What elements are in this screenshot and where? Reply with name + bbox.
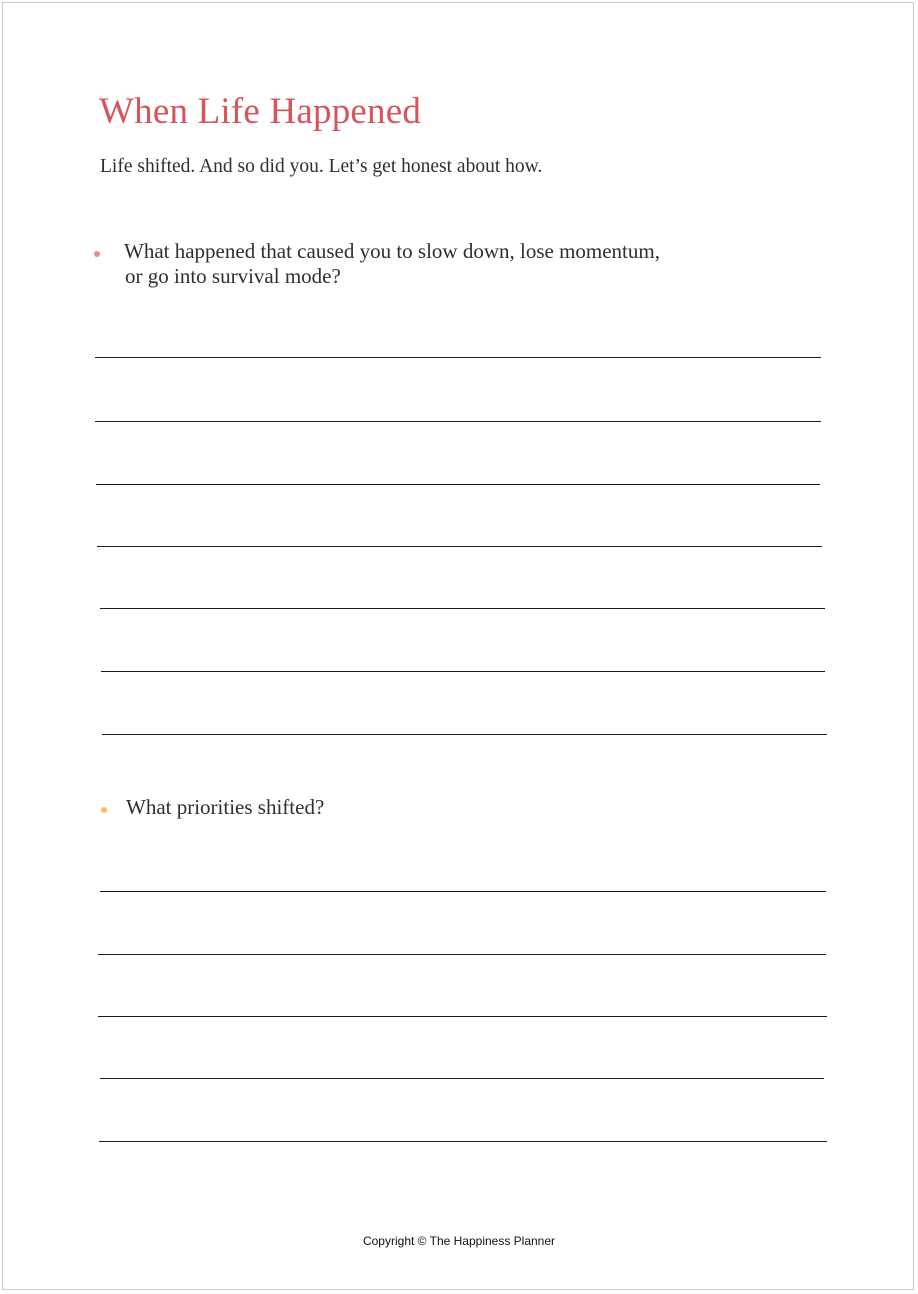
writing-line[interactable] xyxy=(102,734,827,735)
writing-line[interactable] xyxy=(98,954,826,955)
writing-line[interactable] xyxy=(96,484,820,485)
question-1-line-1: What happened that caused you to slow down, lose momentum, xyxy=(124,239,660,263)
writing-line[interactable] xyxy=(101,671,825,672)
copyright-footer: Copyright © The Happiness Planner xyxy=(362,1234,556,1248)
page-subtitle: Life shifted. And so did you. Let’s get honest about how. xyxy=(100,156,543,177)
page-title: When Life Happened xyxy=(99,91,422,132)
writing-line[interactable] xyxy=(97,546,822,547)
writing-line[interactable] xyxy=(95,421,821,422)
question-1-line-2: or go into survival mode? xyxy=(125,264,341,288)
writing-line[interactable] xyxy=(100,1078,824,1079)
writing-line[interactable] xyxy=(100,608,825,609)
dot-bullet-icon xyxy=(101,807,107,813)
writing-line[interactable] xyxy=(98,1016,827,1017)
dot-bullet-icon xyxy=(94,251,100,257)
question-2-line-1: What priorities shifted? xyxy=(126,795,325,819)
writing-line[interactable] xyxy=(95,357,821,358)
worksheet-page xyxy=(2,2,914,1290)
writing-line[interactable] xyxy=(99,1141,827,1142)
writing-line[interactable] xyxy=(100,891,826,892)
